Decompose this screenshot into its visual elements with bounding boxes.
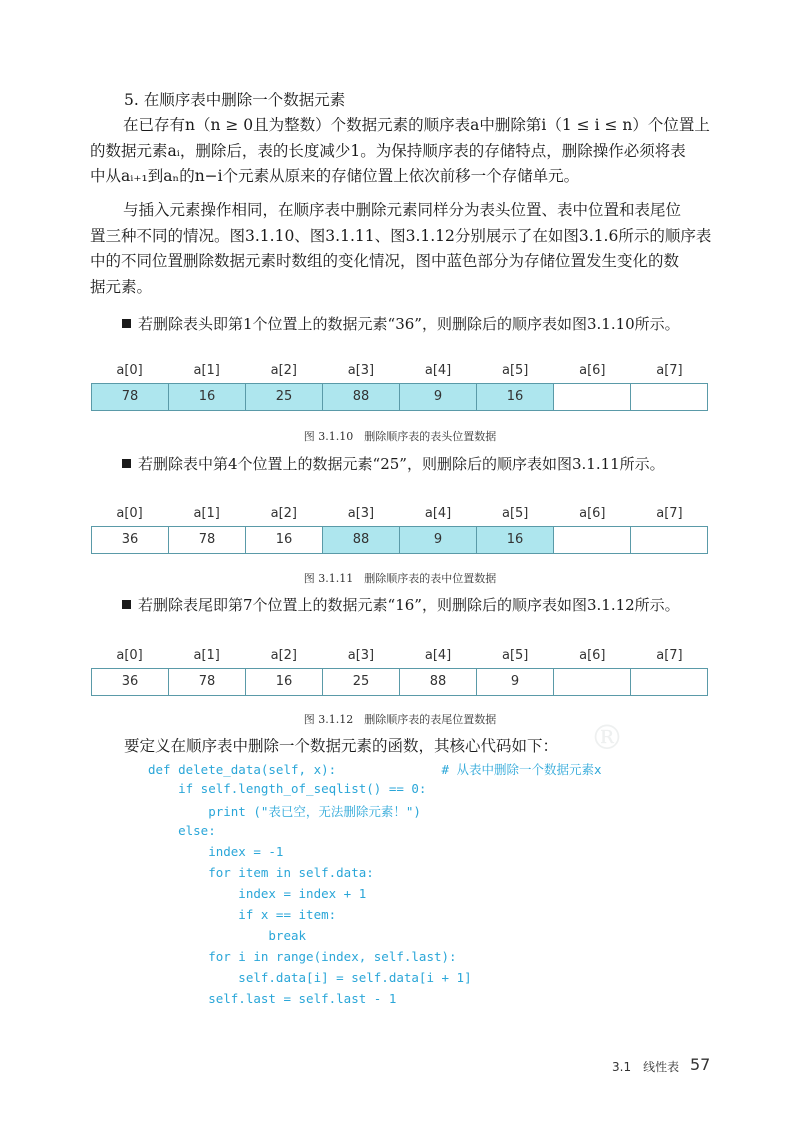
code-line: for item in self.data: bbox=[148, 865, 374, 880]
figure-caption: 图 3.1.12 删除顺序表的表尾位置数据 bbox=[303, 713, 497, 726]
index-label: a[6] bbox=[579, 506, 606, 521]
index-label: a[3] bbox=[347, 363, 375, 378]
array-cell: 16 bbox=[477, 384, 554, 410]
code-line: self.last = self.last - 1 bbox=[148, 991, 397, 1006]
code-line: self.data[i] = self.data[i + 1] bbox=[148, 970, 472, 985]
array-cell: 88 bbox=[323, 527, 400, 553]
paragraph-2 bbox=[90, 198, 712, 300]
code-line: else: bbox=[148, 823, 216, 838]
index-row bbox=[91, 506, 708, 526]
array-cell: 16 bbox=[246, 669, 323, 695]
code-line: index = -1 bbox=[148, 844, 284, 859]
array-cells bbox=[91, 668, 708, 696]
array-cells bbox=[91, 383, 708, 411]
page-number: 57 bbox=[690, 1055, 711, 1074]
code-line: print ("表已空，无法删除元素！") bbox=[148, 804, 421, 819]
index-label: a[0] bbox=[116, 363, 143, 378]
index-label: a[4] bbox=[424, 363, 452, 378]
bullet-text: 若删除表尾即第7个位置上的数据元素“16”，则删除后的顺序表如图3.1.12所示。 bbox=[138, 596, 680, 614]
array-cell: 36 bbox=[92, 669, 169, 695]
index-label: a[1] bbox=[193, 363, 220, 378]
index-label: a[2] bbox=[270, 363, 297, 378]
paragraph-1 bbox=[90, 113, 712, 190]
index-label: a[1] bbox=[193, 648, 220, 663]
array-cell: 78 bbox=[169, 527, 246, 553]
array-cell: 9 bbox=[400, 384, 477, 410]
array-cell: 9 bbox=[477, 669, 554, 695]
array-cell bbox=[631, 384, 707, 410]
array-cell: 88 bbox=[323, 384, 400, 410]
index-row bbox=[91, 648, 708, 668]
array-cell: 78 bbox=[169, 669, 246, 695]
paragraph-line: 在已存有n（n ≥ 0且为整数）个数据元素的顺序表a中删除第i（1 ≤ i ≤ n）个位置上 bbox=[123, 116, 710, 134]
index-label: a[0] bbox=[116, 648, 143, 663]
index-row bbox=[91, 363, 708, 383]
figure-caption: 图 3.1.10 删除顺序表的表头位置数据 bbox=[303, 430, 497, 443]
array-cell: 36 bbox=[92, 527, 169, 553]
registered-watermark-icon: ® bbox=[590, 718, 624, 758]
square-bullet-icon bbox=[122, 600, 131, 609]
code-intro: 要定义在顺序表中删除一个数据元素的函数，其核心代码如下： bbox=[124, 737, 559, 755]
array-cell: 16 bbox=[477, 527, 554, 553]
index-label: a[6] bbox=[579, 363, 606, 378]
index-label: a[4] bbox=[424, 506, 452, 521]
array-cell bbox=[554, 384, 631, 410]
index-label: a[7] bbox=[656, 363, 683, 378]
paragraph-line: 据元素。 bbox=[90, 277, 153, 296]
index-label: a[7] bbox=[656, 506, 683, 521]
index-label: a[2] bbox=[270, 506, 297, 521]
square-bullet-icon bbox=[122, 319, 131, 328]
square-bullet-icon bbox=[122, 459, 131, 468]
footer-section-label: 3.1 线性表 bbox=[612, 1060, 680, 1074]
code-line: if self.length_of_seqlist() == 0: bbox=[148, 781, 427, 796]
index-label: a[7] bbox=[656, 648, 683, 663]
bullet-text: 若删除表中第4个位置上的数据元素“25”，则删除后的顺序表如图3.1.11所示。 bbox=[138, 455, 665, 473]
index-label: a[1] bbox=[193, 506, 220, 521]
bullet-item bbox=[122, 313, 680, 334]
code-line: def delete_data(self, x): # 从表中删除一个数据元素x bbox=[148, 762, 602, 777]
section-heading: 5. 在顺序表中删除一个数据元素 bbox=[124, 91, 346, 109]
code-block bbox=[148, 760, 708, 1020]
bullet-item bbox=[122, 594, 680, 615]
array-cells bbox=[91, 526, 708, 554]
paragraph-line: 中的不同位置删除数据元素时数组的变化情况，图中蓝色部分为存储位置发生变化的数 bbox=[90, 252, 680, 270]
array-cell: 9 bbox=[400, 527, 477, 553]
array-cell bbox=[554, 669, 631, 695]
index-label: a[5] bbox=[501, 363, 529, 378]
array-cell: 16 bbox=[246, 527, 323, 553]
array-cell bbox=[631, 527, 707, 553]
array-figure bbox=[91, 363, 708, 411]
array-cell: 25 bbox=[323, 669, 400, 695]
index-label: a[2] bbox=[270, 648, 297, 663]
index-label: a[5] bbox=[501, 648, 529, 663]
array-cell: 16 bbox=[169, 384, 246, 410]
figure-caption: 图 3.1.11 删除顺序表的表中位置数据 bbox=[303, 572, 497, 585]
array-figure bbox=[91, 506, 708, 554]
paragraph-line: 置三种不同的情况。图3.1.10、图3.1.11、图3.1.12分别展示了在如图3.1.6所示的顺序表 bbox=[90, 226, 712, 245]
index-label: a[5] bbox=[501, 506, 529, 521]
code-line: index = index + 1 bbox=[148, 886, 367, 901]
bullet-item bbox=[122, 453, 665, 474]
code-line: break bbox=[148, 928, 307, 943]
code-line: for i in range(index, self.last): bbox=[148, 949, 457, 964]
paragraph-line: 中从aᵢ₊₁到aₙ的n−i个元素从原来的存储位置上依次前移一个存储单元。 bbox=[90, 167, 580, 185]
index-label: a[3] bbox=[347, 648, 375, 663]
array-cell bbox=[554, 527, 631, 553]
array-cell: 25 bbox=[246, 384, 323, 410]
index-label: a[4] bbox=[424, 648, 452, 663]
array-cell: 78 bbox=[92, 384, 169, 410]
array-cell: 88 bbox=[400, 669, 477, 695]
index-label: a[3] bbox=[347, 506, 375, 521]
index-label: a[0] bbox=[116, 506, 143, 521]
paragraph-line: 的数据元素aᵢ，删除后，表的长度减少1。为保持顺序表的存储特点，删除操作必须将表 bbox=[90, 141, 686, 160]
code-line: if x == item: bbox=[148, 907, 337, 922]
index-label: a[6] bbox=[579, 648, 606, 663]
paragraph-line: 与插入元素操作相同，在顺序表中删除元素同样分为表头位置、表中位置和表尾位 bbox=[123, 201, 682, 219]
array-cell bbox=[631, 669, 707, 695]
array-figure bbox=[91, 648, 708, 696]
bullet-text: 若删除表头即第1个位置上的数据元素“36”，则删除后的顺序表如图3.1.10所示。 bbox=[138, 315, 680, 333]
